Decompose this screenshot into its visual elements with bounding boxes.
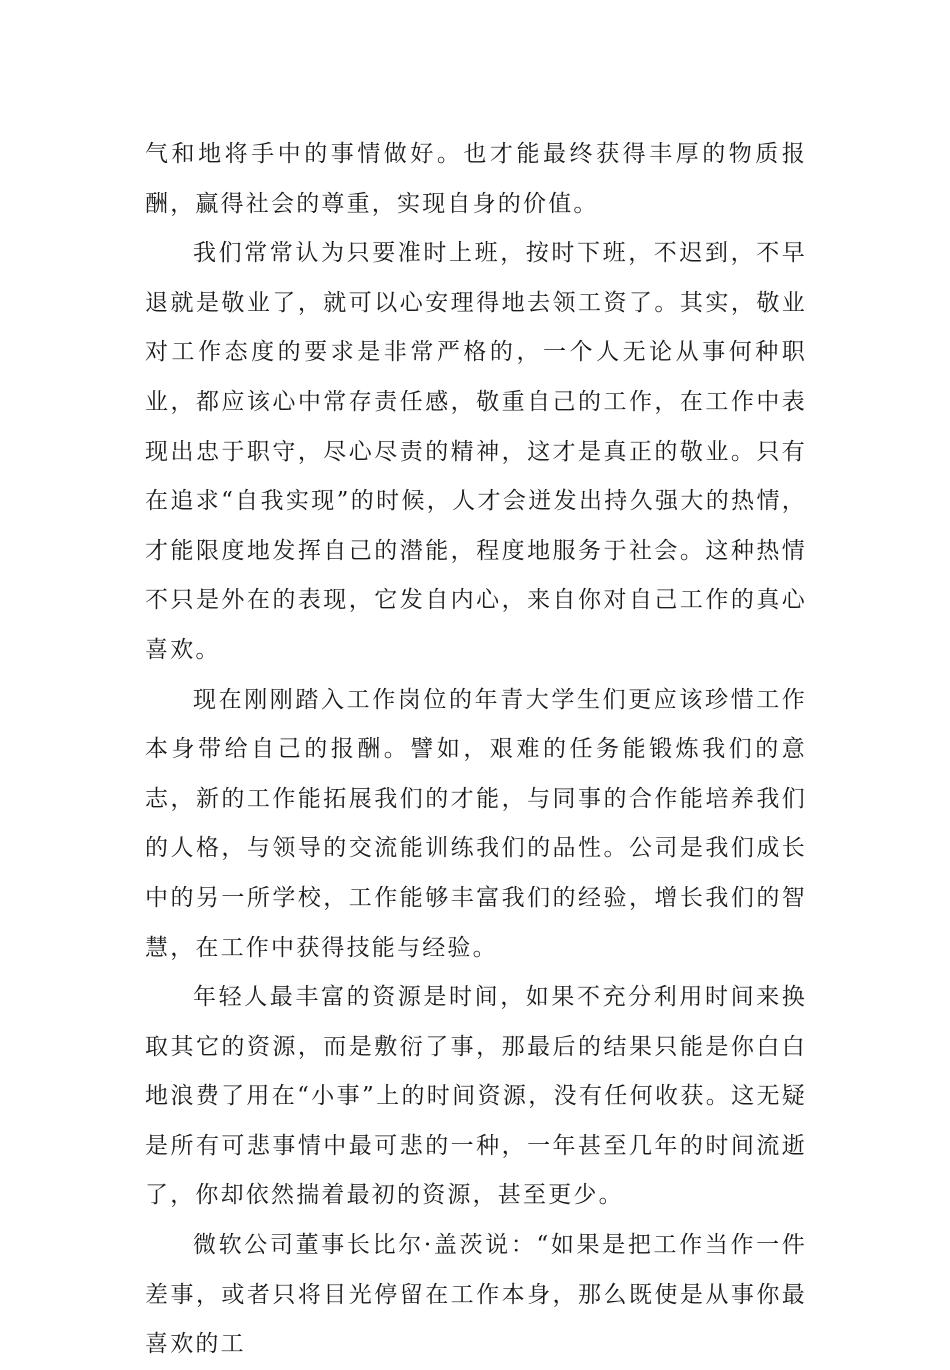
body-text: [145, 130, 807, 1370]
paragraph-dedication: 我们常常认为只要准时上班，按时下班，不迟到，不早退就是敬业了，就可以心安理得地去领工资了。其实，敬业对工作态度的要求是非常严格的，一个人无论从事何种职业，都应该心中常存责任感，敬重自己的工作，在工作中表现出忠于职守，尽心尽责的精神，这才是真正的敬业。只有在追求“自我实现”的时候，人才会迸发出持久强大的热情，才能限度地发挥自己的潜能，程度地服务于社会。这种热情不只是外在的表现，它发自内心，来自你对自己工作的真心喜欢。: [145, 240, 807, 663]
paragraph-bill-gates-quote: 微软公司董事长比尔·盖茨说：“如果是把工作当作一件差事，或者只将目光停留在工作本身，那么既使是从事你最喜欢的工: [145, 1232, 807, 1358]
paragraph-time-resource: 年轻人最丰富的资源是时间，如果不充分利用时间来换取其它的资源，而是敷衍了事，那最后的结果只能是你白白地浪费了用在“小事”上的时间资源，没有任何收获。这无疑是所有可悲事情中最可悲的一种，一年甚至几年的时间流逝了，你却依然揣着最初的资源，甚至更少。: [145, 984, 807, 1209]
paragraph-continued: 气和地将手中的事情做好。也才能最终获得丰厚的物质报酬，赢得社会的尊重，实现自身的价值。: [145, 141, 807, 217]
paragraph-graduates: 现在刚刚踏入工作岗位的年青大学生们更应该珍惜工作本身带给自己的报酬。譬如，艰难的任务能锻炼我们的意志，新的工作能拓展我们的才能，与同事的合作能培养我们的人格，与领导的交流能训练我们的品性。公司是我们成长中的另一所学校，工作能够丰富我们的经验，增长我们的智慧，在工作中获得技能与经验。: [145, 686, 807, 961]
